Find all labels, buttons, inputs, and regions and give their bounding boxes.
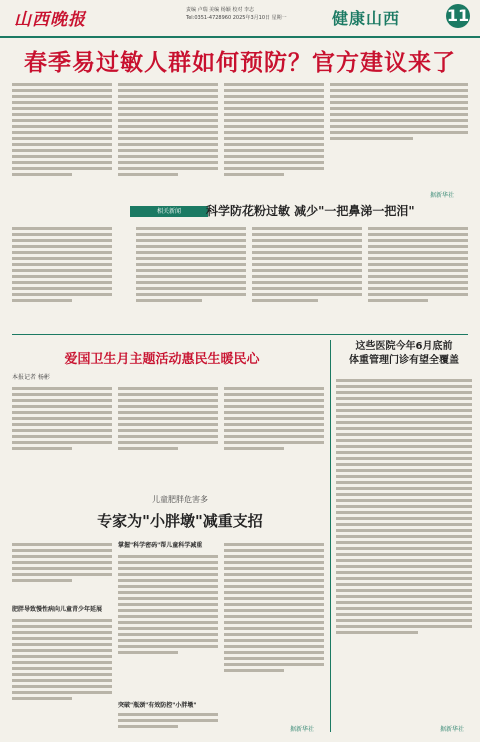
story3-source: 据新华社 xyxy=(440,726,465,733)
body-column xyxy=(118,384,218,474)
body-column xyxy=(12,80,112,200)
page-number: 11 xyxy=(446,4,470,28)
story2-headline: 爱国卫生月主题活动惠民生暖民心 xyxy=(64,352,260,367)
masthead xyxy=(0,0,480,38)
body-column xyxy=(224,80,324,200)
story4-headline: 专家为"小胖墩"减重支招 xyxy=(97,512,263,530)
body-column xyxy=(252,224,362,328)
body-column xyxy=(224,384,324,474)
body-column xyxy=(368,224,468,328)
newspaper-logo: 山西晚报 xyxy=(14,10,86,30)
body-column xyxy=(224,540,324,720)
story1-subheadline: 科学防花粉过敏 减少"一把鼻涕一把泪" xyxy=(206,204,415,218)
body-column xyxy=(118,552,218,692)
body-column xyxy=(118,80,218,200)
story4-subhead: 突破"瓶颈"有效防控"小胖墩" xyxy=(118,702,197,709)
section-divider xyxy=(12,334,468,335)
story4-subhead: 掌握"科学密码"帮儿童科学减重 xyxy=(118,542,203,549)
story4-subhead: 肥胖导致慢性病向儿童青少年延展 xyxy=(12,606,103,613)
date-line: Tel:0351-4728960 2025年3月10日 星期一 xyxy=(186,15,287,21)
story3-headline-line2: 体重管理门诊有望全覆盖 xyxy=(349,355,459,366)
editor-line: 责编 卢瑞 美编 杨颖 校对 李志 xyxy=(186,7,254,13)
story3-headline-line1: 这些医院今年6月底前 xyxy=(355,341,453,352)
story1-source: 据新华社 xyxy=(430,192,455,199)
column-divider xyxy=(330,340,331,732)
body-column xyxy=(12,616,112,730)
body-column xyxy=(136,224,246,328)
body-column xyxy=(336,376,472,720)
related-news-tag: 相关新闻 xyxy=(130,206,208,217)
story3-headline xyxy=(336,340,472,368)
story2-byline: 本报记者 杨彬 xyxy=(12,374,50,381)
body-column xyxy=(330,80,468,160)
story4-source: 据新华社 xyxy=(290,726,315,733)
body-column xyxy=(118,710,218,734)
main-headline: 春季易过敏人群如何预防？官方建议来了 xyxy=(24,50,456,76)
story4-kicker: 儿童肥胖危害多 xyxy=(152,495,208,504)
body-column xyxy=(12,224,112,328)
body-column xyxy=(12,384,112,474)
edition-info xyxy=(186,6,287,22)
section-title: 健康山西 xyxy=(332,9,401,28)
body-column xyxy=(12,540,112,600)
